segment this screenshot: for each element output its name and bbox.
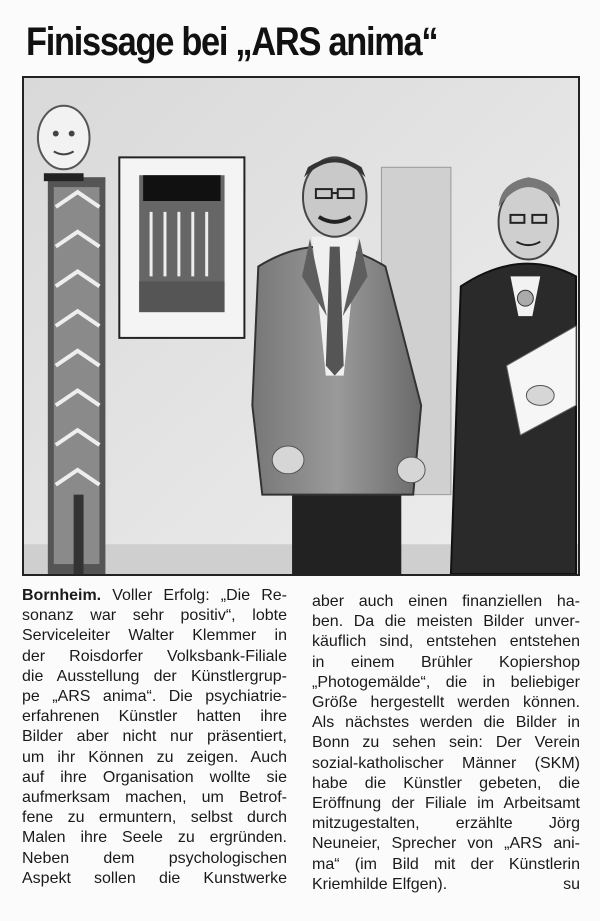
article-line: ma“ (im Bild mit der Künstlerin [312,855,580,873]
headline: Finissage bei „ARS anima“ [26,20,438,64]
article-line: mitzugestalten, erzählte Jörg [312,815,580,833]
article-line: der Roisdorfer Volksbank-Filiale [22,647,287,665]
article-line: auf ihre Organisation wollte sie [22,768,287,786]
article-line: Neuneier, Sprecher von „ARS ani- [312,835,580,853]
article-right-column [312,592,580,895]
article-line: pe „ARS anima“. Die psychiatrie- [22,688,287,706]
article-last-text: Kriemhilde Elfgen). [312,875,448,893]
article-line: käuflich sind, entstehen entstehen [312,633,580,651]
author-initials: su [563,875,580,893]
article-line: Malen ihre Seele zu ergründen. [22,829,287,847]
framed-painting [119,157,244,338]
photo-of-two-people-in-front-of-artwork-icon [24,78,578,574]
article-line: um ihr Können zu zeigen. Auch [22,748,287,766]
article-first-line-text: Voller Erfolg: „Die Re- [101,587,287,604]
article-line: Neben dem psychologischen [22,849,287,867]
article-line: aber auch einen finanziellen ha- [312,593,580,610]
article-line: Bilder aber nicht nur präsentiert, [22,728,287,746]
article-line: aufmerksam machen, um Betrof- [22,789,287,807]
article-line: sonanz war sehr positiv“, lobte [22,607,287,625]
article-first-line [22,586,287,606]
article-line: ben. Da die meisten Bilder unver- [312,613,580,631]
article-line: Aspekt sollen die Kunstwerke [22,869,287,887]
article-line: Größe hergestellt werden können. [312,694,580,712]
article-final-line [312,875,580,895]
article-left-column [22,586,287,889]
article-line: fene zu ermuntern, selbst durch [22,809,287,827]
article-line: die Ausstellung der Künstlergrup- [22,667,287,685]
article-line: habe die Künstler gebeten, die [312,774,580,792]
article-line: Bonn zu sehen sein: Der Verein [312,734,580,752]
article-photo [22,76,580,576]
dateline: Bornheim. [22,587,102,604]
article-line: sozial-katholischer Männer (SKM) [312,754,580,772]
article-line: Serviceleiter Walter Klemmer in [22,627,287,645]
article-line: in einem Brühler Kopiershop [312,653,580,671]
article-line: Als nächstes werden die Bilder in [312,714,580,732]
article-line: „Photogemälde“, die in beliebiger [312,673,580,691]
article-line: Eröffnung der Filiale im Arbeitsamt [312,795,580,813]
article-line: erfahrenen Künstler hatten ihre [22,708,287,726]
